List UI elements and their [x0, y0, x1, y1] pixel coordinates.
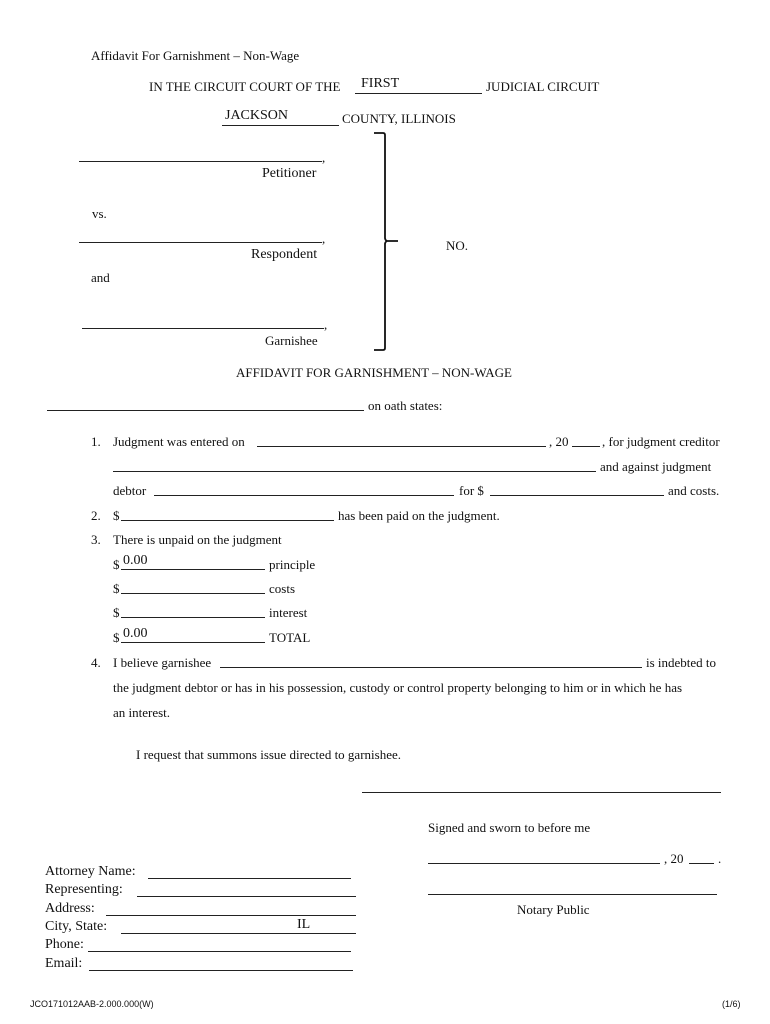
representing-label: Representing: — [45, 882, 123, 897]
email-label: Email: — [45, 956, 83, 971]
case-bracket — [370, 130, 406, 356]
phone-line[interactable] — [88, 951, 351, 952]
item-1-text-g: and costs. — [668, 483, 720, 498]
item-4-text-c: the judgment debtor or has in his possession, custody or control property belonging to him or in which he has — [113, 680, 683, 695]
vs-label: vs. — [92, 206, 107, 221]
sworn-year-line[interactable] — [689, 863, 714, 864]
principle-label: principle — [269, 557, 316, 572]
garnishee-label: Garnishee — [265, 333, 318, 348]
item-1-text-d: and against judgment — [600, 459, 712, 474]
circuit-field-line[interactable] — [355, 93, 482, 94]
attorney-name-line[interactable] — [148, 878, 351, 879]
summons-request: I request that summons issue directed to garnishee. — [136, 747, 401, 762]
costs-dollar: $ — [113, 581, 120, 596]
total-field-line[interactable] — [121, 642, 265, 643]
attorney-name-label: Attorney Name: — [45, 864, 136, 879]
city-state-label: City, State: — [45, 919, 108, 934]
principle-value[interactable]: 0.00 — [123, 553, 148, 568]
costs-field-line[interactable] — [121, 593, 265, 594]
total-label: TOTAL — [269, 630, 311, 645]
respondent-field-line[interactable] — [79, 242, 322, 243]
judgment-year-line[interactable] — [572, 446, 600, 447]
item-3-number: 3. — [91, 532, 101, 547]
judgment-debtor-line[interactable] — [154, 495, 454, 496]
affiant-field-line[interactable] — [47, 410, 364, 411]
case-number-label: NO. — [446, 238, 469, 253]
garnishee-field-line[interactable] — [82, 328, 324, 329]
item-3-title: There is unpaid on the judgment — [113, 532, 282, 547]
form-code: JCO171012AAB-2.000.000(W) — [30, 999, 154, 1009]
respondent-label: Respondent — [251, 247, 318, 262]
email-line[interactable] — [89, 970, 353, 971]
petitioner-comma: , — [322, 150, 326, 165]
item-1-text-a: Judgment was entered on — [113, 434, 245, 449]
court-prefix: IN THE CIRCUIT COURT OF THE — [149, 79, 341, 94]
county-suffix: COUNTY, ILLINOIS — [342, 111, 456, 126]
petitioner-field-line[interactable] — [79, 161, 322, 162]
item-1-text-f: for $ — [459, 483, 484, 498]
amount-paid-line[interactable] — [121, 520, 334, 521]
form-title: Affidavit For Garnishment – Non-Wage — [91, 48, 300, 63]
item-4-text-a: I believe garnishee — [113, 655, 212, 670]
phone-label: Phone: — [45, 937, 84, 952]
circuit-value[interactable]: FIRST — [361, 76, 400, 91]
oath-text: on oath states: — [368, 398, 443, 413]
circuit-suffix: JUDICIAL CIRCUIT — [486, 79, 600, 94]
total-value[interactable]: 0.00 — [123, 626, 148, 641]
item-4-number: 4. — [91, 655, 101, 670]
address-label: Address: — [45, 901, 95, 916]
interest-field-line[interactable] — [121, 617, 265, 618]
judgment-date-line[interactable] — [257, 446, 546, 447]
address-line[interactable] — [106, 915, 356, 916]
petitioner-label: Petitioner — [262, 166, 317, 181]
garnishee-comma: , — [324, 317, 328, 332]
costs-label: costs — [269, 581, 295, 596]
respondent-comma: , — [322, 231, 326, 246]
interest-label: interest — [269, 605, 308, 620]
judgment-amount-line[interactable] — [490, 495, 664, 496]
principle-field-line[interactable] — [121, 569, 265, 570]
representing-line[interactable] — [137, 896, 356, 897]
county-field-line[interactable] — [222, 125, 339, 126]
item-4-text-d: an interest. — [113, 705, 171, 720]
item-1-text-c: , for judgment creditor — [602, 434, 720, 449]
affidavit-heading: AFFIDAVIT FOR GARNISHMENT – NON-WAGE — [236, 365, 512, 380]
city-state-line[interactable] — [121, 933, 356, 934]
notary-label: Notary Public — [517, 902, 590, 917]
total-dollar: $ — [113, 630, 120, 645]
sworn-date-line[interactable] — [428, 863, 660, 864]
affiant-signature-line[interactable] — [362, 792, 721, 793]
sworn-label: Signed and sworn to before me — [428, 820, 591, 835]
page-indicator: (1/6) — [722, 999, 741, 1009]
notary-signature-line[interactable] — [428, 894, 717, 895]
garnishee-name-line[interactable] — [220, 667, 642, 668]
principle-dollar: $ — [113, 557, 120, 572]
item-2-dollar: $ — [113, 508, 120, 523]
item-1-text-e: debtor — [113, 483, 147, 498]
item-1-text-b: , 20 — [549, 434, 569, 449]
item-2-text: has been paid on the judgment. — [338, 508, 500, 523]
county-value[interactable]: JACKSON — [225, 108, 289, 123]
sworn-period: . — [718, 851, 722, 866]
judgment-creditor-line[interactable] — [113, 471, 596, 472]
interest-dollar: $ — [113, 605, 120, 620]
item-4-text-b: is indebted to — [646, 655, 717, 670]
item-2-number: 2. — [91, 508, 101, 523]
item-1-number: 1. — [91, 434, 101, 449]
and-label: and — [91, 270, 110, 285]
state-value[interactable]: IL — [297, 917, 311, 932]
sworn-year-prefix: , 20 — [664, 851, 684, 866]
